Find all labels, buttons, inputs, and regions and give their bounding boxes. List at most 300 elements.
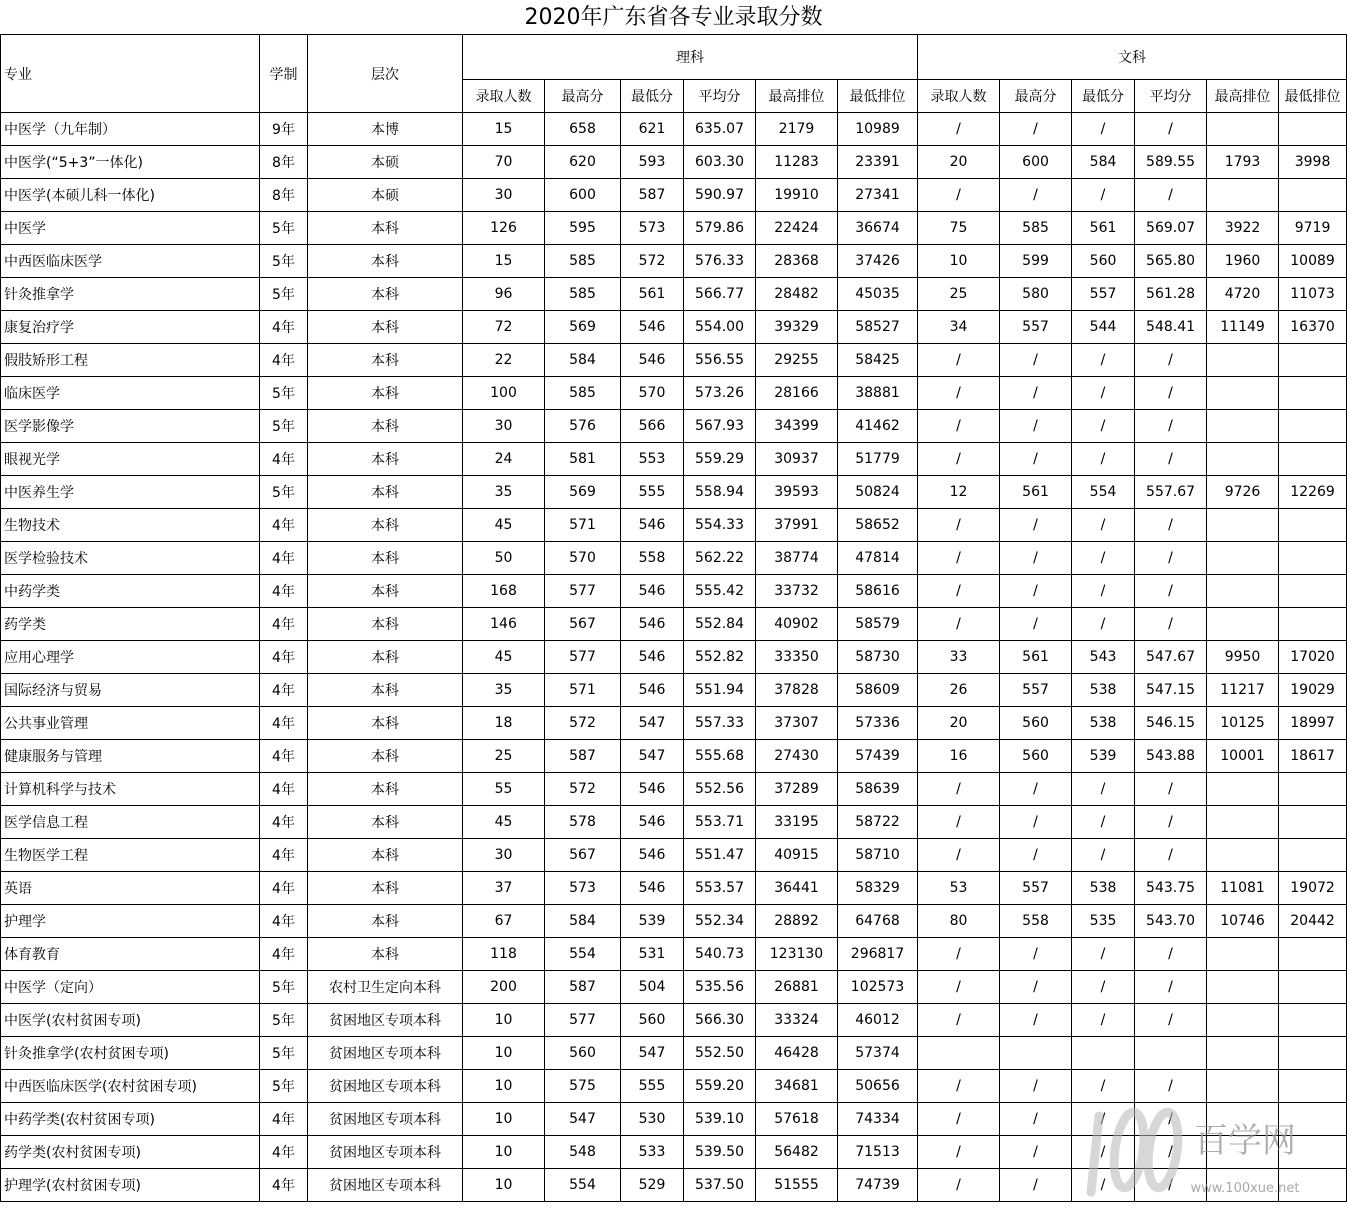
table-cell [1207,938,1279,971]
table-cell: 57336 [838,707,918,740]
table-cell: 557 [1072,278,1135,311]
table-cell: / [1072,575,1135,608]
table-cell: 58616 [838,575,918,608]
table-cell: 579.86 [684,212,756,245]
table-cell [1279,509,1347,542]
major-name: 假肢矫形工程 [1,344,260,377]
table-cell [1135,1037,1207,1070]
table-cell: 4年 [260,674,308,707]
table-cell: 561.28 [1135,278,1207,311]
table-cell: / [918,410,1000,443]
subheader-7: 最高分 [1000,80,1072,113]
table-cell: 47814 [838,542,918,575]
table-row [1,971,1347,1004]
table-cell [1279,1004,1347,1037]
table-cell: / [918,509,1000,542]
header-major: 专业 [1,35,260,113]
table-cell: 10989 [838,113,918,146]
table-row [1,707,1347,740]
page-title: 2020年广东省各专业录取分数 [524,5,823,30]
table-cell: 29255 [756,344,838,377]
watermark-name: 百学网 [1194,1121,1296,1161]
table-cell: / [918,179,1000,212]
table-cell: 552.34 [684,905,756,938]
table-cell: 539 [621,905,684,938]
table-cell: / [1000,806,1072,839]
table-cell: 37307 [756,707,838,740]
table-cell: 4年 [260,740,308,773]
subheader-4: 最高排位 [756,80,838,113]
table-cell: / [1135,608,1207,641]
table-row [1,641,1347,674]
table-cell: 4720 [1207,278,1279,311]
table-cell: 540.73 [684,938,756,971]
table-row [1,278,1347,311]
table-cell: / [1135,773,1207,806]
table-cell: / [918,938,1000,971]
table-cell [1207,179,1279,212]
table-cell: / [1000,509,1072,542]
table-cell: 8年 [260,146,308,179]
table-cell: / [1000,839,1072,872]
table-cell: 554 [545,938,621,971]
table-cell: / [918,806,1000,839]
table-cell: 12269 [1279,476,1347,509]
table-row [1,113,1347,146]
table-cell: 554 [545,1169,621,1202]
table-cell: 33350 [756,641,838,674]
table-cell: 584 [545,344,621,377]
table-cell: 554 [1072,476,1135,509]
table-cell: 26881 [756,971,838,1004]
table-cell: 96 [463,278,545,311]
table-cell: 4年 [260,938,308,971]
table-cell: 558.94 [684,476,756,509]
table-cell: 635.07 [684,113,756,146]
table-row [1,806,1347,839]
table-row [1,476,1347,509]
table-cell: 4年 [260,641,308,674]
table-cell [1279,971,1347,1004]
table-cell: 589.55 [1135,146,1207,179]
table-cell: 58730 [838,641,918,674]
table-cell: 554.33 [684,509,756,542]
table-cell: 4年 [260,773,308,806]
table-cell: 560 [1000,707,1072,740]
table-cell: / [1072,608,1135,641]
table-cell: 10746 [1207,905,1279,938]
table-cell: 40902 [756,608,838,641]
table-cell: 539 [1072,740,1135,773]
table-cell: 本科 [308,311,463,344]
major-name: 针灸推拿学(农村贫困专项) [1,1037,260,1070]
major-name: 应用心理学 [1,641,260,674]
table-cell: 585 [545,377,621,410]
table-cell: / [1135,377,1207,410]
table-cell: / [918,575,1000,608]
major-name: 医学信息工程 [1,806,260,839]
table-cell: 58652 [838,509,918,542]
major-name: 临床医学 [1,377,260,410]
table-cell: 567 [545,839,621,872]
table-cell [1279,1169,1347,1202]
table-cell: / [918,1103,1000,1136]
table-cell: / [918,1136,1000,1169]
table-cell: 16 [918,740,1000,773]
table-row [1,872,1347,905]
table-cell: 35 [463,674,545,707]
table-cell: 570 [621,377,684,410]
table-cell: 贫困地区专项本科 [308,1070,463,1103]
table-cell: 38881 [838,377,918,410]
table-cell: 贫困地区专项本科 [308,1037,463,1070]
table-cell: 34681 [756,1070,838,1103]
table-cell: / [1072,443,1135,476]
table-cell: 36441 [756,872,838,905]
table-cell: / [1135,806,1207,839]
table-cell [1207,1136,1279,1169]
table-cell: / [1072,1169,1135,1202]
table-cell: / [1000,971,1072,1004]
table-row [1,674,1347,707]
table-cell: 28892 [756,905,838,938]
table-cell: 535 [1072,905,1135,938]
table-cell: 599 [1000,245,1072,278]
major-name: 护理学 [1,905,260,938]
table-cell: / [918,1169,1000,1202]
table-cell: 58710 [838,839,918,872]
table-cell: 4年 [260,575,308,608]
table-cell: 102573 [838,971,918,1004]
table-cell: 30 [463,179,545,212]
table-cell: 296817 [838,938,918,971]
table-cell: 30 [463,410,545,443]
table-cell: 37426 [838,245,918,278]
table-cell: 566.30 [684,1004,756,1037]
table-cell: 1960 [1207,245,1279,278]
table-cell: / [918,773,1000,806]
table-cell: 41462 [838,410,918,443]
table-cell: 587 [545,971,621,1004]
table-cell: 552.84 [684,608,756,641]
table-cell: 11149 [1207,311,1279,344]
table-cell: / [1000,179,1072,212]
table-cell: / [1135,575,1207,608]
table-cell: 569.07 [1135,212,1207,245]
table-cell: 553.71 [684,806,756,839]
table-cell: 529 [621,1169,684,1202]
major-name: 中医学(本硕儿科一体化) [1,179,260,212]
table-cell: / [1000,542,1072,575]
table-cell: 72 [463,311,545,344]
table-cell: 27430 [756,740,838,773]
major-name: 中医养生学 [1,476,260,509]
table-cell: 578 [545,806,621,839]
table-cell: 33195 [756,806,838,839]
table-cell: 本科 [308,344,463,377]
table-row [1,410,1347,443]
table-cell: 51779 [838,443,918,476]
table-cell: 547.67 [1135,641,1207,674]
table-cell: 58527 [838,311,918,344]
table-cell: 64768 [838,905,918,938]
table-cell: 544 [1072,311,1135,344]
table-row [1,1004,1347,1037]
table-cell: 33324 [756,1004,838,1037]
table-cell: 51555 [756,1169,838,1202]
table-cell: 10001 [1207,740,1279,773]
table-cell: 538 [1072,872,1135,905]
table-cell: 4年 [260,839,308,872]
table-cell: 553.57 [684,872,756,905]
table-cell: 2179 [756,113,838,146]
table-cell: 25 [918,278,1000,311]
table-cell: 19029 [1279,674,1347,707]
table-cell: / [1135,1169,1207,1202]
table-cell: 543.88 [1135,740,1207,773]
table-cell: / [1000,410,1072,443]
table-cell: / [1072,1004,1135,1037]
table-cell: 560 [1072,245,1135,278]
table-cell: / [918,113,1000,146]
table-cell: 10 [463,1136,545,1169]
table-cell: 567 [545,608,621,641]
table-cell: 本科 [308,278,463,311]
table-cell: 548.41 [1135,311,1207,344]
major-name: 中药学类 [1,575,260,608]
table-cell: 30 [463,839,545,872]
table-cell [1279,1037,1347,1070]
table-cell: 45 [463,641,545,674]
major-name: 康复治疗学 [1,311,260,344]
table-cell: 585 [1000,212,1072,245]
table-cell: 80 [918,905,1000,938]
table-cell: 39593 [756,476,838,509]
table-cell: / [1135,839,1207,872]
table-cell: 569 [545,311,621,344]
table-cell: 本科 [308,839,463,872]
table-cell: 575 [545,1070,621,1103]
table-cell: 535.56 [684,971,756,1004]
major-name: 中医学(农村贫困专项) [1,1004,260,1037]
table-cell: 74739 [838,1169,918,1202]
table-cell: 8年 [260,179,308,212]
table-cell: 538 [1072,674,1135,707]
table-cell: 本科 [308,674,463,707]
table-cell: 530 [621,1103,684,1136]
table-cell: 543.75 [1135,872,1207,905]
table-cell: 11283 [756,146,838,179]
table-cell: 本科 [308,872,463,905]
table-cell [1279,773,1347,806]
table-cell: 36674 [838,212,918,245]
table-cell: 4年 [260,806,308,839]
table-cell: / [918,971,1000,1004]
table-cell: 本科 [308,905,463,938]
table-cell: 10 [918,245,1000,278]
table-cell [1207,1169,1279,1202]
table-cell: 539.10 [684,1103,756,1136]
table-cell: 573 [545,872,621,905]
table-cell: 20 [918,707,1000,740]
table-cell: / [1000,1004,1072,1037]
table-cell: / [1072,410,1135,443]
table-cell: 58609 [838,674,918,707]
table-cell [1279,608,1347,641]
table-cell: / [918,377,1000,410]
table-row [1,443,1347,476]
table-cell: 50824 [838,476,918,509]
table-cell [1207,410,1279,443]
table-cell: / [1072,509,1135,542]
table-cell [1207,1037,1279,1070]
table-cell: 5年 [260,410,308,443]
table-cell: 547 [621,1037,684,1070]
table-cell: / [1135,410,1207,443]
header-level: 层次 [308,35,463,113]
table-cell [1279,938,1347,971]
table-cell: 546 [621,641,684,674]
table-cell: 569 [545,476,621,509]
table-cell: 566.77 [684,278,756,311]
table-cell: 126 [463,212,545,245]
table-cell: 4年 [260,707,308,740]
subheader-10: 最高排位 [1207,80,1279,113]
table-cell: 551.94 [684,674,756,707]
table-cell: 19910 [756,179,838,212]
subheader-9: 平均分 [1135,80,1207,113]
table-cell: 26 [918,674,1000,707]
table-cell: / [1135,971,1207,1004]
table-cell: 547 [545,1103,621,1136]
table-cell: 561 [621,278,684,311]
table-cell: 585 [545,245,621,278]
table-cell: / [1000,938,1072,971]
table-cell: 558 [1000,905,1072,938]
table-row [1,938,1347,971]
table-cell: / [1135,179,1207,212]
table-cell: 559.20 [684,1070,756,1103]
table-cell: 10 [463,1070,545,1103]
table-cell [1279,113,1347,146]
table-cell: 559.29 [684,443,756,476]
table-cell: / [1072,542,1135,575]
table-cell: 504 [621,971,684,1004]
table-cell: / [1000,113,1072,146]
major-name: 中医学（定向） [1,971,260,1004]
table-cell: 576 [545,410,621,443]
table-row [1,542,1347,575]
table-cell: / [1000,443,1072,476]
table-cell: / [1000,344,1072,377]
table-cell: / [1135,509,1207,542]
major-name: 中西医临床医学(农村贫困专项) [1,1070,260,1103]
admission-score-table [0,34,1347,1202]
table-cell: 547 [621,740,684,773]
table-cell: 538 [1072,707,1135,740]
major-name: 医学检验技术 [1,542,260,575]
table-cell: 75 [918,212,1000,245]
table-cell: 546 [621,608,684,641]
table-cell: 17020 [1279,641,1347,674]
table-cell: 40915 [756,839,838,872]
table-cell: 本科 [308,575,463,608]
table-cell [1207,608,1279,641]
table-cell: 70 [463,146,545,179]
table-cell: 580 [1000,278,1072,311]
table-cell: 11081 [1207,872,1279,905]
table-cell: 5年 [260,245,308,278]
major-name: 健康服务与管理 [1,740,260,773]
table-row [1,1136,1347,1169]
table-cell: 546 [621,806,684,839]
table-cell: 58329 [838,872,918,905]
table-cell: 45 [463,806,545,839]
table-cell: / [1135,443,1207,476]
table-cell: 5年 [260,278,308,311]
table-cell: 46428 [756,1037,838,1070]
table-cell: / [1072,839,1135,872]
table-cell: 贫困地区专项本科 [308,1004,463,1037]
table-row [1,1070,1347,1103]
table-cell: 本科 [308,608,463,641]
table-cell: 4年 [260,905,308,938]
table-cell: 本科 [308,476,463,509]
table-cell [1207,377,1279,410]
table-cell: 45 [463,509,545,542]
table-cell: 561 [1000,476,1072,509]
table-cell: 10 [463,1169,545,1202]
table-row [1,509,1347,542]
table-cell [1207,1004,1279,1037]
table-cell: / [1000,377,1072,410]
table-row [1,1037,1347,1070]
header-duration: 学制 [260,35,308,113]
table-cell [1279,542,1347,575]
table-cell: 37828 [756,674,838,707]
table-cell: 587 [621,179,684,212]
table-cell: 74334 [838,1103,918,1136]
table-cell: 533 [621,1136,684,1169]
table-cell: 603.30 [684,146,756,179]
table-body [1,113,1347,1202]
table-cell: 9950 [1207,641,1279,674]
table-cell: 546 [621,773,684,806]
table-cell: 57374 [838,1037,918,1070]
subheader-5: 最低排位 [838,80,918,113]
table-cell: 11217 [1207,674,1279,707]
table-cell: / [1135,344,1207,377]
table-cell: 560 [1000,740,1072,773]
table-cell: / [1135,542,1207,575]
table-row [1,377,1347,410]
table-cell: / [1135,1103,1207,1136]
table-cell: / [1072,1070,1135,1103]
table-cell [1279,344,1347,377]
table-cell: 本科 [308,245,463,278]
table-cell: 30937 [756,443,838,476]
table-cell: 555 [621,476,684,509]
major-name: 针灸推拿学 [1,278,260,311]
table-cell: / [918,839,1000,872]
table-cell [1207,806,1279,839]
table-cell: 561 [1000,641,1072,674]
table-cell: 600 [1000,146,1072,179]
table-cell [1279,410,1347,443]
table-cell: 本科 [308,773,463,806]
table-cell: 584 [1072,146,1135,179]
table-cell: / [1072,344,1135,377]
